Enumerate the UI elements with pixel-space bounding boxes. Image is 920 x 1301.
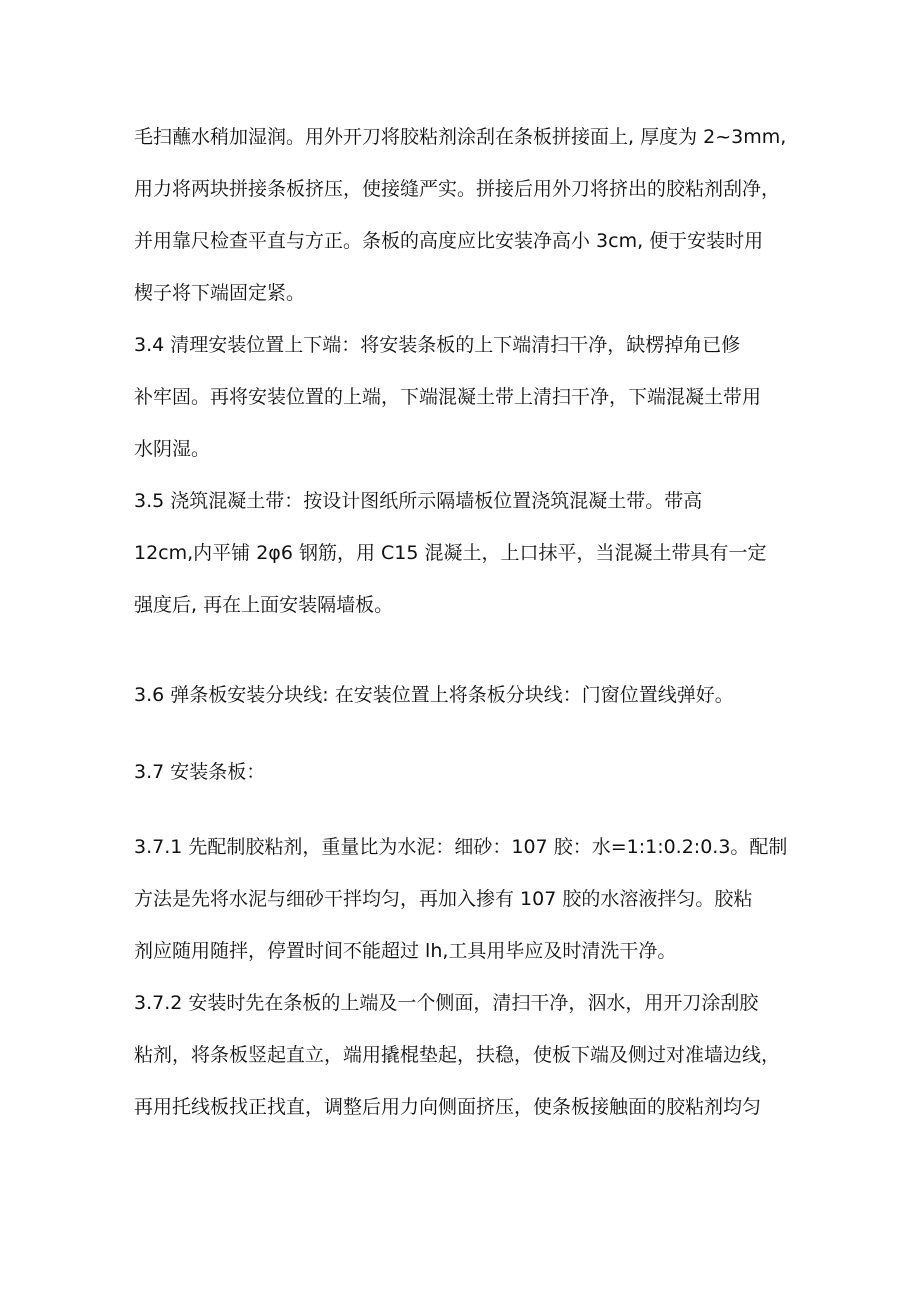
- text-line: 楔子将下端固定紧。: [134, 282, 306, 304]
- paragraph-3-4: [134, 319, 794, 475]
- text-line: 再用托线板找正找直，调整后用力向侧面挤压，使条板接触面的胶粘剂均匀: [134, 1096, 762, 1118]
- text-line: 3.4 清理安装位置上下端：将安装条板的上下端清扫干净，缺楞掉角已修: [134, 334, 741, 356]
- text-line: 3.6 弹条板安装分块线: 在安装位置上将条板分块线：门窗位置线弹好。: [134, 684, 734, 706]
- text-line: 水阴湿。: [134, 438, 211, 460]
- text-line: 3.7.2 安装时先在条板的上端及一个侧面，清扫干净，泅水，用开刀涂刮胶: [134, 992, 759, 1014]
- paragraph-3-7-1: [134, 821, 794, 977]
- text-line: 用力将两块拼接条板挤压，使接缝严实。拼接后用外刀将挤出的胶粘剂刮净，: [134, 178, 781, 200]
- text-line: 3.5 浇筑混凝土带：按设计图纸所示隔墙板位置浇筑混凝土带。带高: [134, 490, 703, 512]
- text-line: 剂应随用随拌，停置时间不能超过 lh,工具用毕应及时清洗干净。: [134, 940, 677, 962]
- text-line: 粘剂，将条板竖起直立，端用撬棍垫起，扶稳，使板下端及侧过对准墙边线，: [134, 1044, 781, 1066]
- paragraph-adhesive-application: [134, 111, 794, 319]
- text-line: 3.7 安装条板：: [134, 761, 266, 783]
- text-line: 并用靠尺检查平直与方正。条板的高度应比安装净高小 3cm, 便于安装时用: [134, 230, 764, 252]
- text-line: 12cm,内平铺 2φ6 钢筋，用 C15 混凝土，上口抹平，当混凝土带具有一定: [134, 542, 767, 564]
- text-line: 补牢固。再将安装位置的上端，下端混凝土带上清扫干净，下端混凝土带用: [134, 386, 762, 408]
- paragraph-3-7-2: [134, 977, 794, 1133]
- paragraph-3-5: [134, 475, 794, 631]
- text-line: 强度后, 再在上面安装隔墙板。: [134, 594, 394, 616]
- paragraph-3-6: [134, 669, 794, 721]
- text-line: 毛扫蘸水稍加湿润。用外开刀将胶粘剂涂刮在条板拼接面上, 厚度为 2~3mm,: [134, 126, 787, 148]
- paragraph-3-7-heading: [134, 746, 794, 798]
- text-line: 3.7.1 先配制胶粘剂，重量比为水泥：细砂：107 胶：水=1:1:0.2:0.3。配制: [134, 836, 788, 858]
- text-line: 方法是先将水泥与细砂干拌均匀，再加入掺有 107 胶的水溶液拌匀。胶粘: [134, 888, 753, 910]
